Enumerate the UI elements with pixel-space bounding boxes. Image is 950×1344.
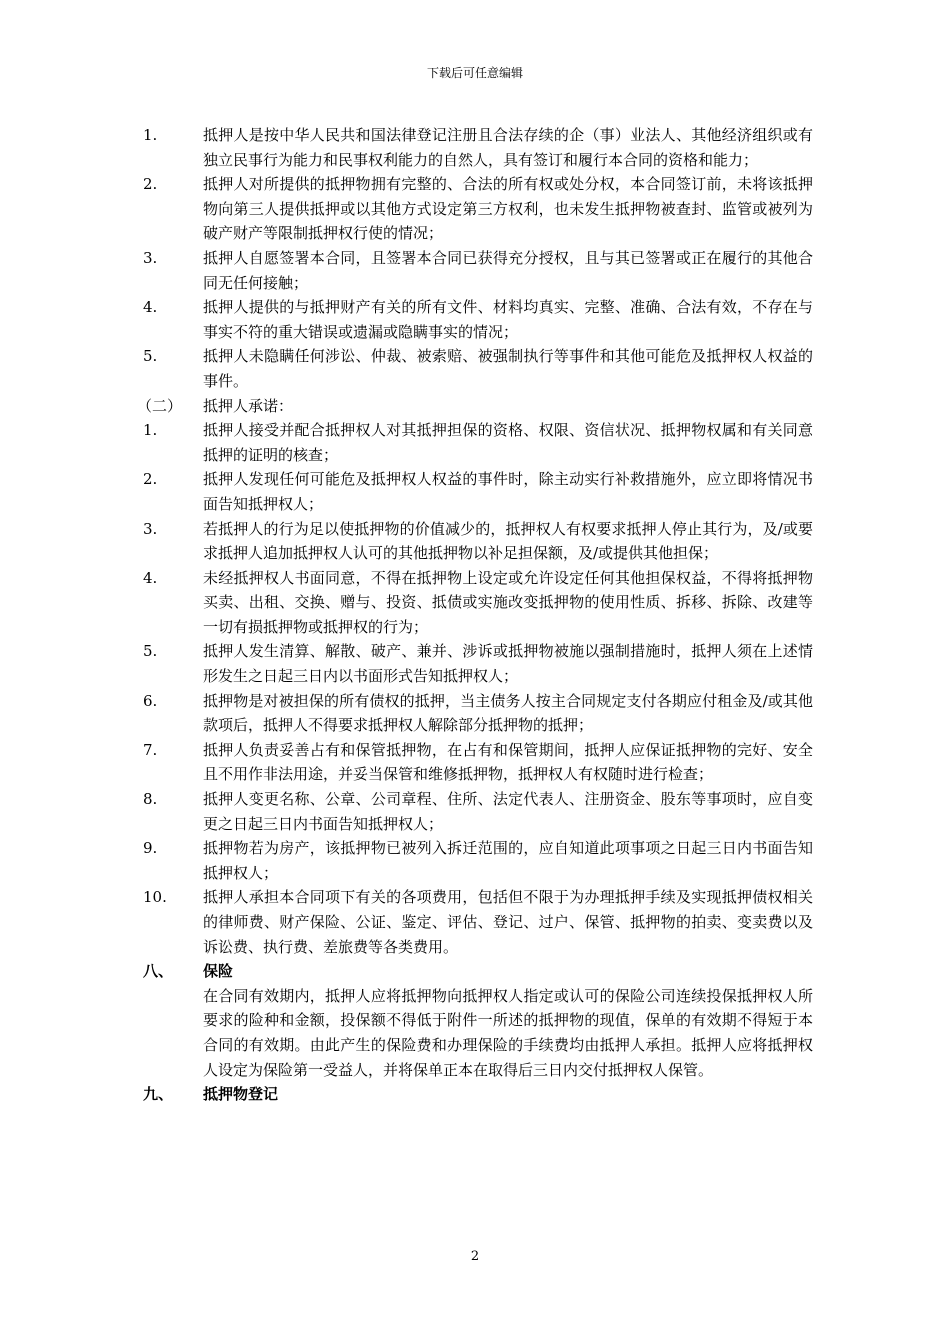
list-item — [143, 639, 813, 688]
item-text: 抵押人负责妥善占有和保管抵押物，在占有和保管期间，抵押人应保证抵押物的完好、安全且不用作非法用途，并妥当保管和维修抵押物，抵押权人有权随时进行检查； — [203, 740, 813, 784]
item-number: 10. — [143, 888, 167, 907]
item-number: 4. — [143, 568, 158, 587]
item-text: 抵押物是对被担保的所有债权的抵押，当主债务人按主合同规定支付各期应付租金及/或其他款项后，抵押人不得要求抵押权人解除部分抵押物的抵押； — [203, 691, 813, 735]
item-text: 未经抵押权人书面同意，不得在抵押物上设定或允许设定任何其他担保权益，不得将抵押物买卖、出租、交换、赠与、投资、抵债或实施改变抵押物的使用性质、拆移、拆除、改建等一切有损抵押物或抵押权的行为； — [203, 568, 813, 636]
item-text: 抵押物若为房产，该抵押物已被列入拆迁范围的，应自知道此项事项之日起三日内书面告知抵押权人； — [203, 839, 813, 882]
item-text: 抵押人发生清算、解散、破产、兼并、涉诉或抵押物被施以强制措施时，抵押人须在上述情形发生之日起三日内以书面形式告知抵押权人； — [203, 642, 813, 686]
item-number: 5. — [143, 642, 158, 661]
item-number: 6. — [143, 691, 158, 710]
item-text: 抵押人接受并配合抵押权人对其抵押担保的资格、权限、资信状况、抵押物权属和有关同意抵押的证明的核查； — [203, 421, 813, 464]
item-text: 抵押人是按中华人民共和国法律登记注册且合法存续的企（事）业法人、其他经济组织或有独立民事行为能力和民事权利能力的自然人，具有签订和履行本合同的资格和能力； — [203, 126, 813, 169]
page-header: 下载后可任意编辑 — [426, 66, 523, 80]
list-item — [143, 517, 813, 566]
list-item — [143, 246, 813, 295]
list-item — [143, 467, 813, 516]
section-title: 抵押物登记 — [203, 1085, 279, 1104]
item-text: 抵押人承担本合同项下有关的各项费用，包括但不限于为办理抵押手续及实现抵押债权相关的律师费、财产保险、公证、鉴定、评估、登记、过户、保管、抵押物的拍卖、变卖费以及诉讼费、执行费、差旅费等各类费用。 — [203, 888, 813, 956]
list-item — [143, 418, 813, 467]
subsection-number: （二） — [137, 396, 183, 415]
item-text: 抵押人对所提供的抵押物拥有完整的、合法的所有权或处分权，本合同签订前，未将该抵押物向第三人提供抵押或以其他方式设定第三方权利，也未发生抵押物被查封、监管或被列为破产财产等限制抵押权行使的情况； — [203, 175, 813, 243]
undertakings-list — [143, 418, 813, 959]
list-item — [143, 885, 813, 959]
section-title: 保险 — [203, 962, 234, 981]
item-number: 3. — [143, 248, 158, 267]
item-text: 抵押人变更名称、公章、公司章程、住所、法定代表人、注册资金、股东等事项时，应自变更之日起三日内书面告知抵押权人； — [203, 790, 813, 833]
document-body — [137, 123, 813, 1107]
item-number: 7. — [143, 740, 158, 759]
list-item — [143, 344, 813, 393]
list-item — [143, 787, 813, 836]
item-number: 4. — [143, 298, 158, 317]
subsection-heading — [137, 394, 813, 419]
section-heading-insurance — [143, 959, 813, 984]
list-item — [143, 689, 813, 738]
item-text: 抵押人提供的与抵押财产有关的所有文件、材料均真实、完整、准确、合法有效，不存在与事实不符的重大错误或遗漏或隐瞒事实的情况； — [203, 298, 813, 341]
subsection-title: 抵押人承诺： — [203, 396, 294, 415]
insurance-paragraph: 在合同有效期内，抵押人应将抵押物向抵押权人指定或认可的保险公司连续投保抵押权人所要求的险种和金额，投保额不得低于附件一所述的抵押物的现值，保单的有效期不得短于本合同的有效期。由此产生的保险费和办理保险的手续费均由抵押人承担。抵押人应将抵押权人设定为保险第一受益人，并将保单正本在取得后三日内交付抵押权人保管。 — [203, 986, 813, 1079]
section-number: 八、 — [143, 962, 174, 981]
item-text: 若抵押人的行为足以使抵押物的价值减少的，抵押权人有权要求抵押人停止其行为，及/或要求抵押人追加抵押权人认可的其他抵押物以补足担保额，及/或提供其他担保； — [203, 519, 813, 563]
section-heading-registration — [143, 1082, 813, 1107]
item-text: 抵押人发现任何可能危及抵押权人权益的事件时，除主动实行补救措施外，应立即将情况书面告知抵押权人； — [203, 470, 813, 513]
item-number: 9. — [143, 839, 158, 858]
list-item — [143, 836, 813, 885]
page-number: 2 — [470, 1249, 480, 1264]
representations-list — [143, 123, 813, 394]
item-number: 2. — [143, 175, 158, 194]
item-number: 2. — [143, 470, 158, 489]
list-item — [143, 738, 813, 787]
list-item — [143, 566, 813, 640]
list-item — [143, 295, 813, 344]
item-number: 1. — [143, 421, 158, 440]
item-number: 8. — [143, 790, 158, 809]
section-number: 九、 — [143, 1085, 174, 1104]
item-number: 5. — [143, 347, 158, 366]
item-text: 抵押人自愿签署本合同，且签署本合同已获得充分授权，且与其已签署或正在履行的其他合同无任何接触； — [203, 248, 813, 292]
list-item — [143, 123, 813, 172]
list-item — [143, 172, 813, 246]
item-number: 1. — [143, 126, 158, 144]
item-text: 抵押人未隐瞒任何涉讼、仲裁、被索赔、被强制执行等事件和其他可能危及抵押权人权益的事件。 — [203, 347, 813, 390]
item-number: 3. — [143, 519, 158, 538]
